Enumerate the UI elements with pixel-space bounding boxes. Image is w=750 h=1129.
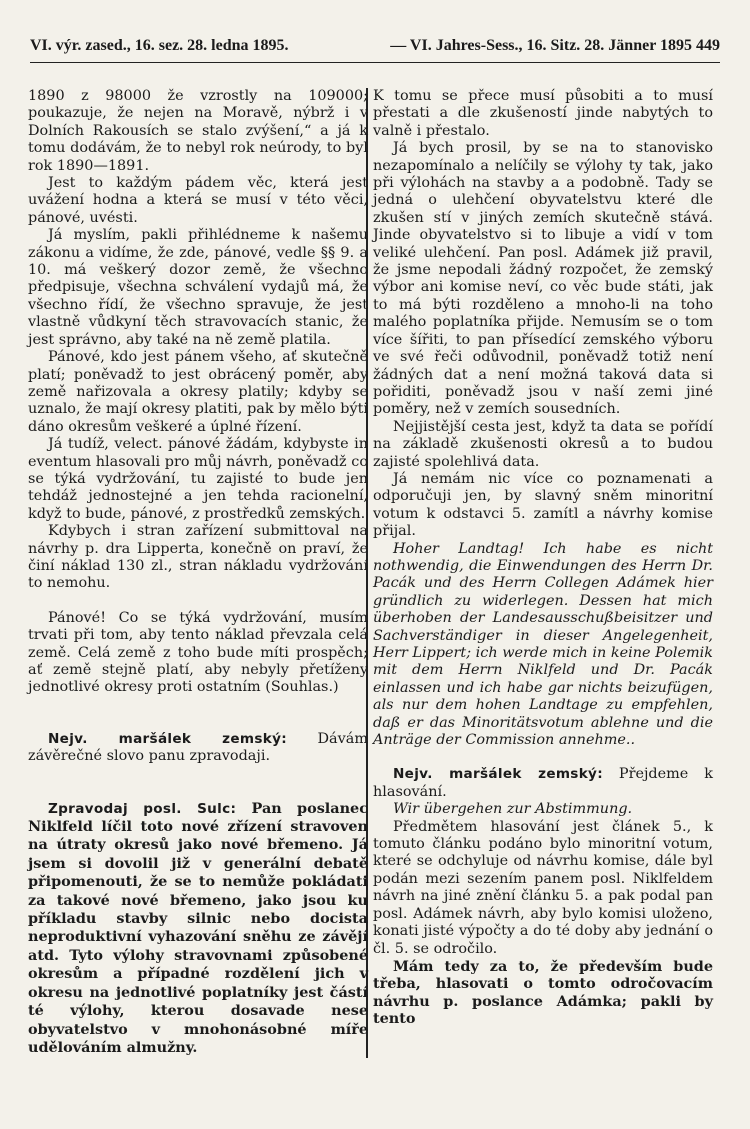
left-column bbox=[28, 88, 368, 1057]
paragraph: 1890 z 98000 že vzrostly na 109000; poukazuje, že nejen na Moravě, nýbrž i v Dolních Rakousích se stalo zvýšení,“ a já k tomu dodávám, že to nebyl rok neúrody, to byl rok 1890—1891. bbox=[28, 88, 368, 174]
speech-marshal bbox=[28, 731, 368, 766]
speaker-name: Nejv. maršálek zemský: bbox=[48, 730, 288, 747]
paragraph: Mám tedy za to, že především bude třeba, hlasovati o tomto odročovacím návrhu p. poslance Adámka; pakli by tento bbox=[373, 957, 713, 1028]
speaker-name: Nejv. maršálek zemský: bbox=[393, 766, 603, 783]
paragraph: Já tudíž, velect. pánové žádám, kdybyste in eventum hlasovali pro můj návrh, poněvadž co se týká vydržování, tu zajisté to bude jen tehdáž jednostejné a jen tehda racionelní, když to bude, pánové, z prostředků zemských. bbox=[28, 436, 368, 522]
paragraph: Pánové, kdo jest pánem všeho, ať skutečně platí; poněvadž to jest obrácený poměr, aby země nařizovala a okresy platily; kdyby se uznalo, že mají okresy platiti, pak by mělo býti dáno okresům veškeré a úplné řízení. bbox=[28, 349, 368, 435]
paragraph: Kdybych i stran zařízení submittoval na návrhy p. dra Lipperta, konečně on praví, že činí náklad 130 zl., stran nákladu vydržování to nemohu. bbox=[28, 523, 368, 592]
paragraph: Předmětem hlasování jest článek 5., k tomuto článku podáno bylo minoritní votum, které se odchyluje od návrhu komise, dále byl podán mezi sezením panem posl. Niklfeldem návrh na jiné znění článku 5. a pak podal pan posl. Adámek návrh, aby bylo komisi uloženo, konati jisté výpočty a do té doby aby jednání o čl. 5. se odročilo. bbox=[373, 818, 713, 957]
speech-marshal bbox=[373, 766, 713, 801]
speaker-name: Zpravodaj posl. Sulc: bbox=[48, 800, 237, 817]
paragraph: Já nemám nic více co poznamenati a odporučuji jen, by slavný sněm minoritní votum k odstavci 5. zamítl a návrhy komise přijal. bbox=[373, 470, 713, 540]
paragraph: Já myslím, pakli přihlédneme k našemu zákonu a vidíme, že zde, pánové, vedle §§ 9. a 10. má veškerý dozor země, že všechno předpisuje, všechna schválení vydajů má, že všechno řídí, že všechno spravuje, že jest vlastně vůdkyní těch stravovacích stanic, že jest správno, aby také na ně země platila. bbox=[28, 227, 368, 348]
paragraph: Já bych prosil, by se na to stanovisko nezapomínalo a nelíčily se výlohy ty tak, jako při výlohách na stavby a a podobně. Tady se jedná o ulehčení obyvatelstvu které dle zkušen stí v jiných zemích skutečně stává. Jinde obyvatelstvo si to libuje a vidí v tom veliké ulehčení. Pan posl. Adámek již pravil, že jsme nepodali žádný rozpočet, že zemský výbor ani komise neví, co věc bude státi, jak to má býti rozděleno a mnoho-li na toho malého poplatníka přijde. Nemusím se o tom více šířiti, to pan přísedící zemského výboru ve své řeči odůvodnil, poněvadž totiž není žádných dat a není možná taková data si pořiditi, poněvadž jsou v naší zemi jiné poměry, než v zemích sousedních. bbox=[373, 140, 713, 418]
speech-reporter bbox=[28, 800, 368, 1058]
paragraph: Jest to každým pádem věc, která jest uvážení hodna a která se musí v této věci, pánové, uvésti. bbox=[28, 175, 368, 226]
right-column bbox=[373, 88, 713, 1028]
speech-text: Přejdeme k hlasování. bbox=[373, 766, 713, 800]
header-czech: VI. výr. zased., 16. sez. 28. ledna 1895. bbox=[30, 37, 289, 54]
speech-text: Dávám závěrečné slovo panu zpravodaji. bbox=[28, 730, 368, 765]
paragraph-german: Wir übergehen zur Abstimmung. bbox=[393, 801, 633, 818]
speech-text: Pan poslanec Niklfeld líčil toto nové zřízení stravoven na útraty okresů jako nové břemeno. Já jsem si dovolil již v generální debatě připomenouti, že se to nemůže pokládati za takové nové břemeno, jako jsou ku příkladu stavby silnic nebo docista neproduktivní vyhazování sněhu ze závějí atd. Tyto výlohy stravovnami způsobené okresům a případné rozdělení jich v okresu na jednotlivé poplatníky jest částí té výlohy, kterou dosavade nese obyvatelstvo v mnohonásobné míře udělováním almužny. bbox=[28, 799, 368, 1056]
paragraph-german: Hoher Landtag! Ich habe es nicht nothwendig, die Einwendungen des Herrn Dr. Pacák und des Herrn Collegen Adámek hier gründlich zu widerlegen. Dessen hat mich überhoben der Landesausschußbeisitzer und Sachverständiger in dieser Angelegenheit, Herr Lippert; ich werde mich in keine Polemik mit dem Herrn Niklfeld und Dr. Pacák einlassen und ich habe gar nichts beizufügen, als nur dem hohen Landtage zu empfehlen, daß er das Minoritätsvotum ablehne und die Anträge der Commission annehme.. bbox=[373, 540, 713, 749]
paragraph: Pánové! Co se týká vydržování, musím trvati při tom, aby tento náklad převzala celá země. Celá země z toho bude míti prospěch; ať země stejně platí, aby nebyly přetíženy jednotlivé okresy proti ostatním (Souhlas.) bbox=[28, 609, 368, 696]
header-german: — VI. Jahres-Sess., 16. Sitz. 28. Jänner 1895 449 bbox=[390, 37, 720, 54]
page-header bbox=[30, 30, 720, 63]
paragraph: K tomu se přece musí působiti a to musí přestati a dle zkušeností jinde nabytých to valně i přestalo. bbox=[373, 88, 713, 139]
paragraph: Nejjistější cesta jest, když ta data se pořídí na základě zkušenosti okresů a to budou zajisté spolehlivá data. bbox=[373, 418, 713, 470]
